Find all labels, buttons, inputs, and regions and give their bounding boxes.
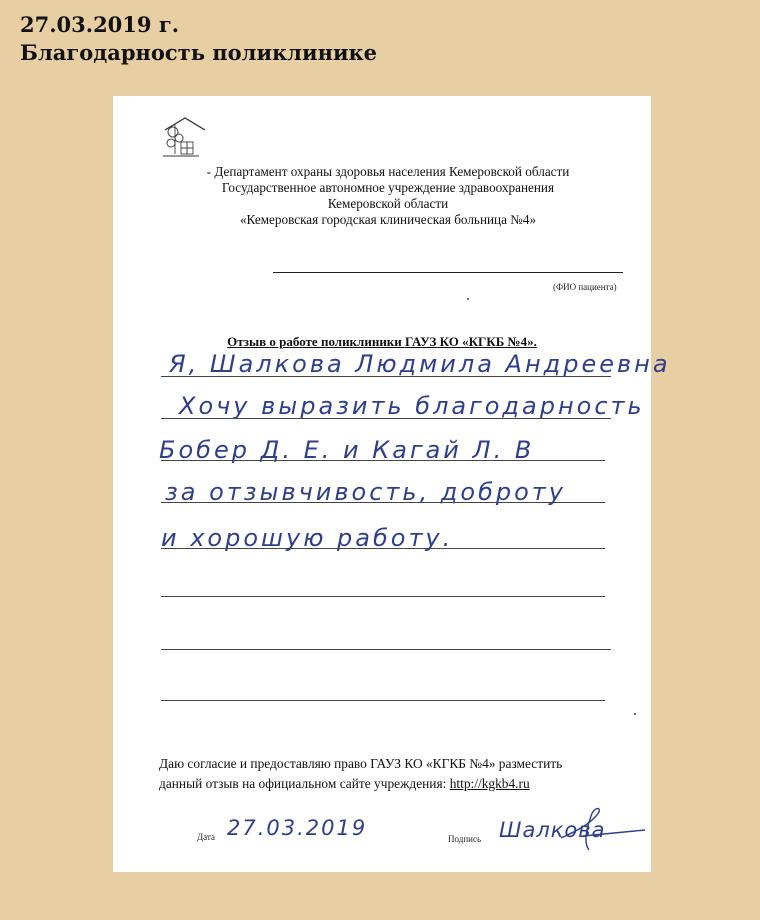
department-header xyxy=(193,164,583,228)
scan-speck xyxy=(467,298,469,300)
page-date: 27.03.2019 г. xyxy=(20,12,180,37)
department-line: Кемеровской области xyxy=(327,196,449,211)
signature-label: Подпись xyxy=(448,834,482,844)
scanned-review-form xyxy=(113,96,671,872)
fio-caption: (ФИО пациента) xyxy=(553,282,617,292)
ruled-line xyxy=(161,700,605,701)
signature-flourish-icon xyxy=(553,800,649,860)
handwritten-date: 27.03.2019 xyxy=(227,816,368,840)
fio-line xyxy=(273,272,623,273)
department-line: «Кемеровская городская клиническая больница №4» xyxy=(239,212,537,227)
page-title: Благодарность поликлинике xyxy=(20,40,378,65)
review-title: Отзыв о работе поликлиники ГАУЗ КО «КГКБ №4». xyxy=(227,334,537,349)
department-line: Государственное автономное учреждение здравоохранения xyxy=(221,180,555,195)
handwritten-line: за отзывчивость, доброту xyxy=(165,478,566,506)
date-label: Дата xyxy=(197,832,215,842)
consent-line xyxy=(159,774,629,794)
handwritten-signature: Шалкова xyxy=(499,818,606,842)
handwritten-line: Бобер Д. Е. и Кагай Л. В xyxy=(159,436,535,464)
handwritten-line: и хорошую работу. xyxy=(161,524,454,552)
consent-line: Даю согласие и предоставляю право ГАУЗ КО «КГКБ №4» разместить xyxy=(159,756,563,771)
ruled-line xyxy=(161,596,605,597)
handwritten-line: Хочу выразить благодарность xyxy=(179,392,645,420)
scan-speck xyxy=(634,713,636,715)
consent-text xyxy=(159,754,629,794)
hospital-logo-icon xyxy=(159,114,207,160)
site-link[interactable]: http://kgkb4.ru xyxy=(449,776,530,791)
ruled-line xyxy=(161,649,611,650)
department-line: - Департамент охраны здоровья населения Кемеровской области xyxy=(206,164,570,179)
handwritten-line: Я, Шалкова Людмила Андреевна xyxy=(169,350,671,378)
consent-line-prefix: данный отзыв на официальном сайте учреждения: xyxy=(159,776,450,791)
